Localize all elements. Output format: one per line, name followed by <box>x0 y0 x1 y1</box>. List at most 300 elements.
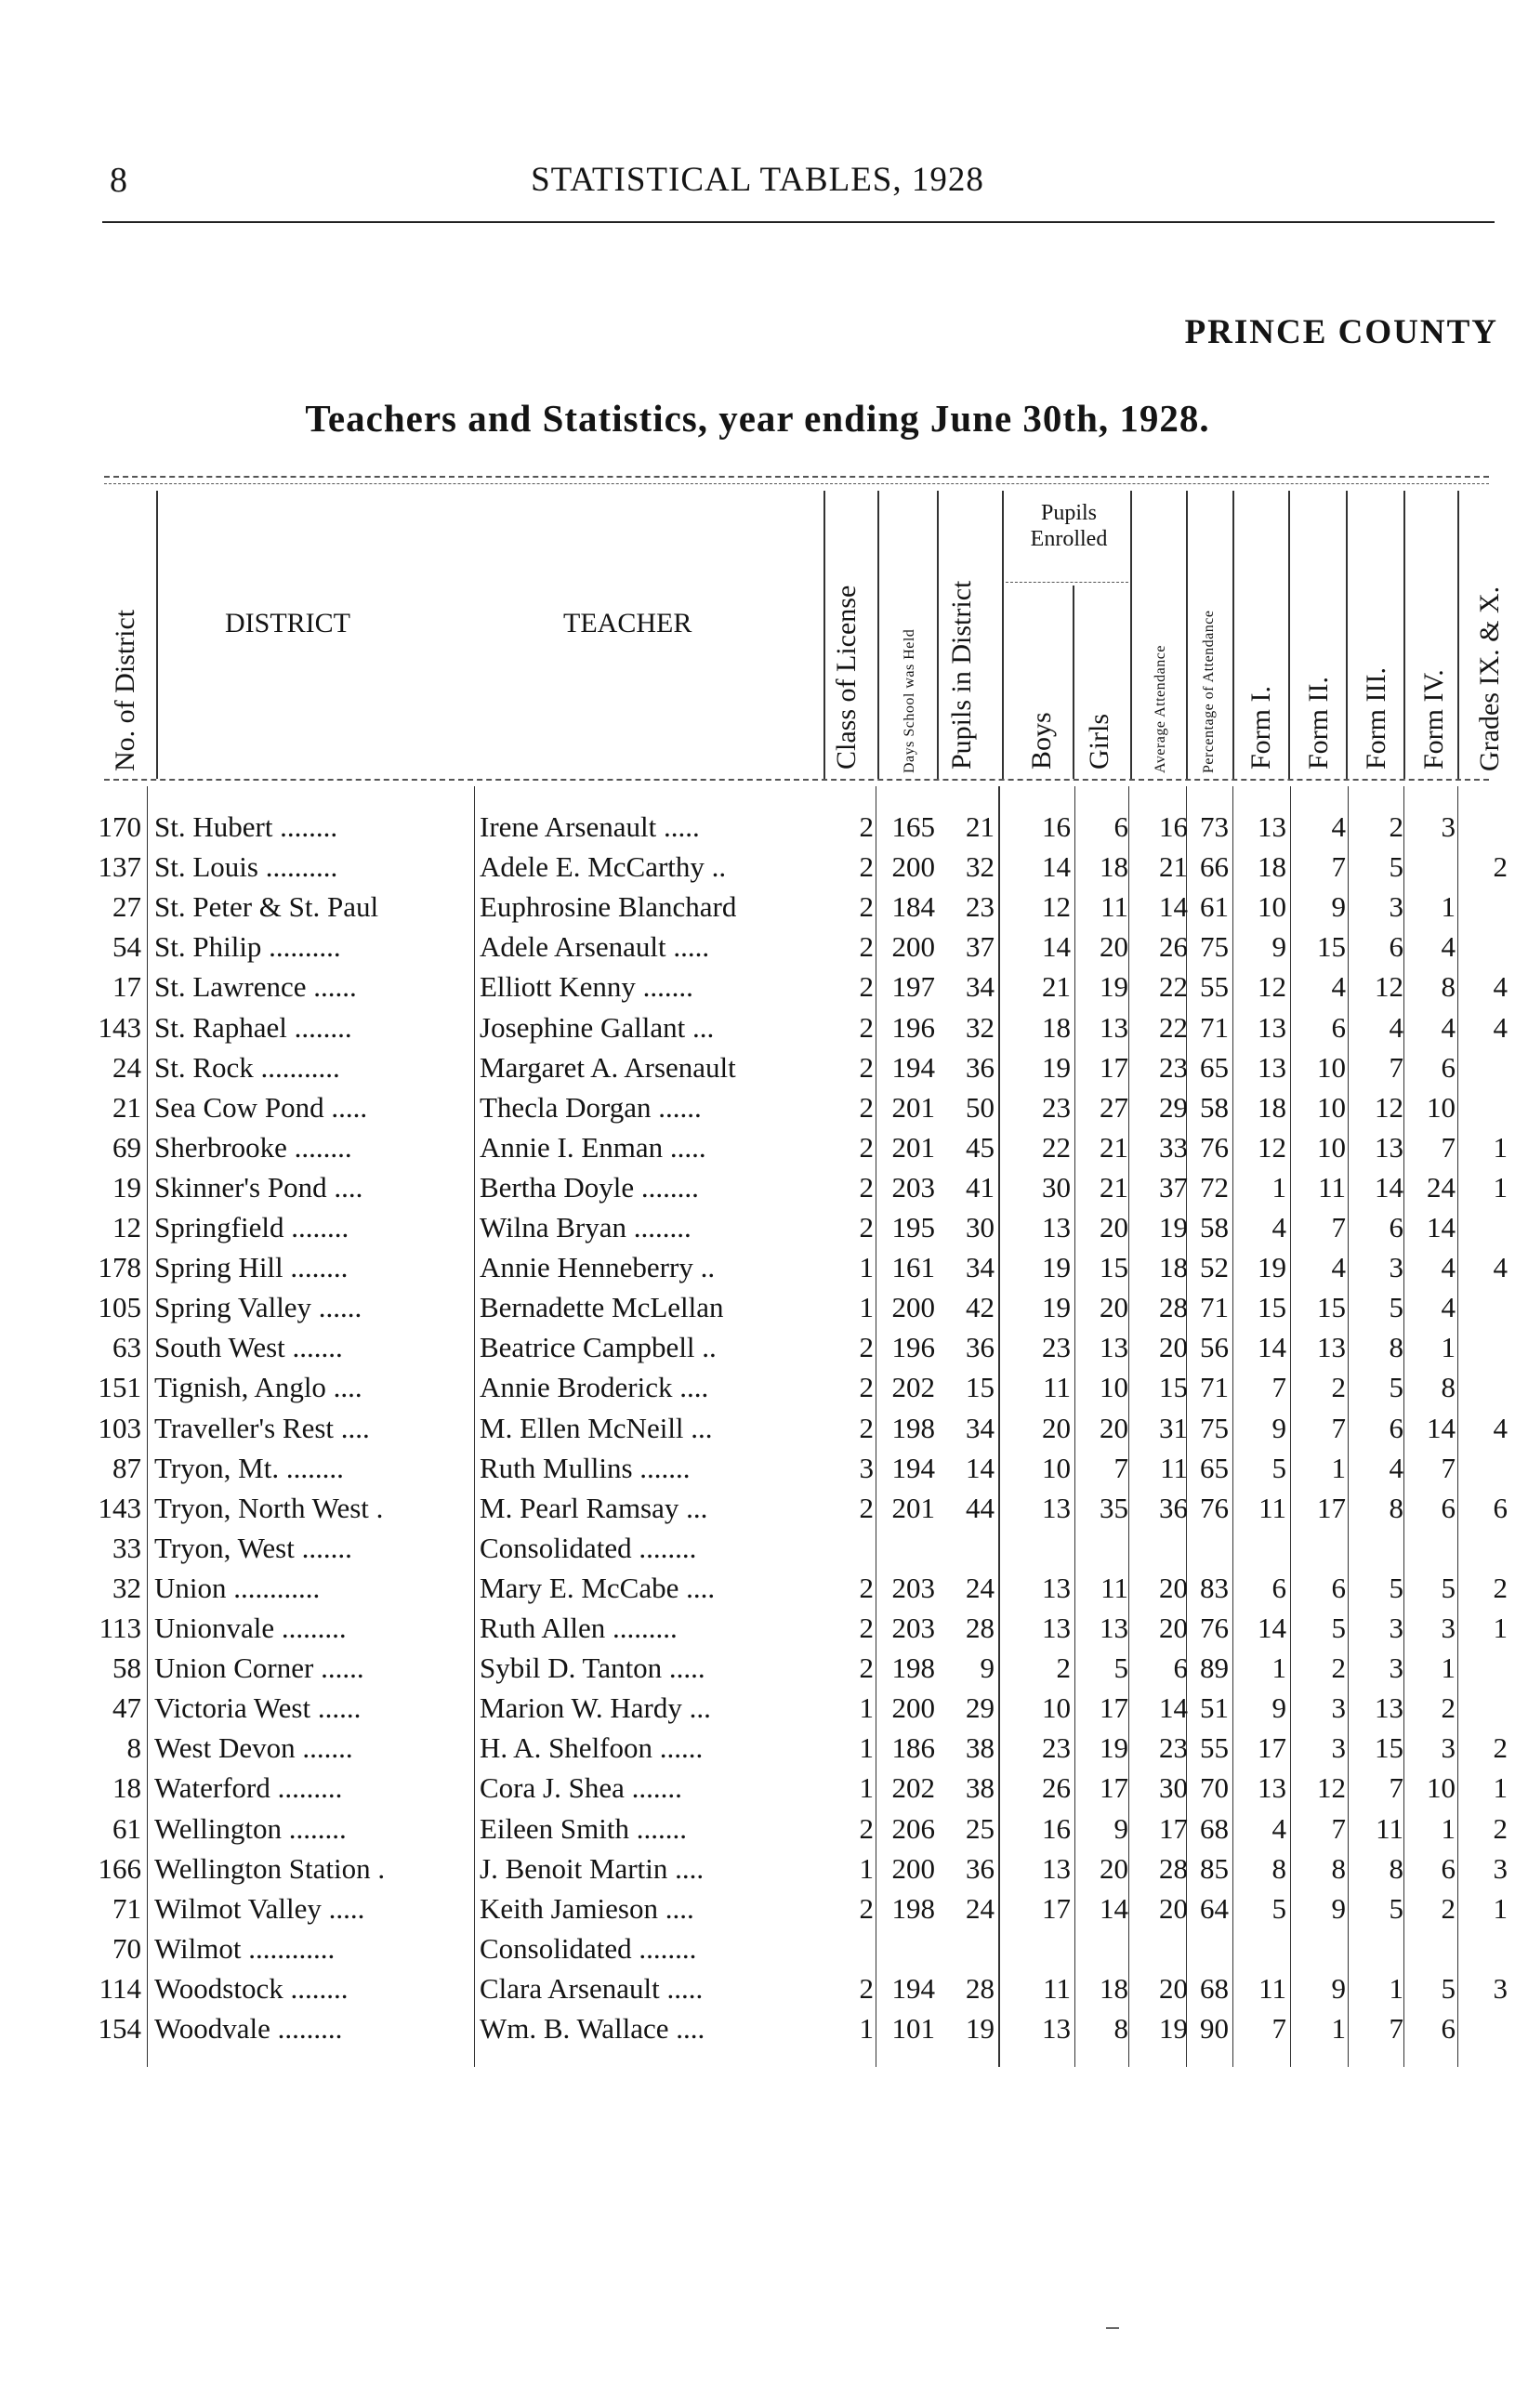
table-row <box>0 1852 1515 1892</box>
cell-g9: 4 <box>1493 970 1508 1004</box>
cell-pupils: 50 <box>966 1090 995 1124</box>
cell-pupils: 19 <box>966 2012 995 2045</box>
cell-avg: 37 <box>1159 1170 1188 1204</box>
cell-pct: 83 <box>1200 1571 1229 1604</box>
cell-teacher: Ruth Mullins ....... <box>480 1451 691 1484</box>
cell-pupils: 32 <box>966 1010 995 1044</box>
cell-f4: 1 <box>1441 890 1456 924</box>
cell-cls: 2 <box>859 1331 874 1364</box>
cell-district: Wilmot Valley ..... <box>154 1891 365 1925</box>
cell-no: 54 <box>112 930 141 964</box>
cell-f3: 14 <box>1375 1170 1403 1204</box>
header-sep-4 <box>937 491 939 779</box>
cell-f3: 5 <box>1389 1291 1403 1324</box>
cell-avg: 28 <box>1159 1851 1188 1885</box>
cell-days: 200 <box>891 930 935 964</box>
cell-pct: 76 <box>1200 1130 1229 1164</box>
cell-cls: 1 <box>859 1851 874 1885</box>
cell-f4: 1 <box>1441 1651 1456 1685</box>
cell-district: Skinner's Pond .... <box>154 1170 363 1204</box>
cell-avg: 20 <box>1159 1891 1188 1925</box>
cell-f1: 18 <box>1258 1090 1286 1124</box>
cell-boys: 23 <box>1042 1331 1071 1364</box>
cell-girls: 17 <box>1100 1691 1128 1725</box>
cell-girls: 11 <box>1100 1571 1128 1604</box>
cell-cls: 3 <box>859 1451 874 1484</box>
cell-f1: 12 <box>1258 1130 1286 1164</box>
cell-pct: 76 <box>1200 1612 1229 1644</box>
table-row <box>0 1211 1515 1251</box>
cell-district: Spring Valley ...... <box>154 1291 362 1324</box>
cell-girls: 15 <box>1100 1251 1128 1284</box>
cell-days: 198 <box>891 1651 935 1685</box>
cell-pupils: 36 <box>966 1851 995 1885</box>
cell-pupils: 32 <box>966 850 995 884</box>
cell-f4: 10 <box>1427 1771 1456 1805</box>
cell-teacher: Annie Broderick .... <box>480 1371 709 1404</box>
cell-days: 200 <box>891 1691 935 1725</box>
cell-f2: 7 <box>1331 850 1346 884</box>
cell-cls: 2 <box>859 810 874 843</box>
cell-cls: 2 <box>859 1651 874 1685</box>
header-pupils-in-district: Pupils in District <box>946 580 977 770</box>
cell-days: 194 <box>891 1971 935 2005</box>
cell-pupils: 34 <box>966 1251 995 1284</box>
cell-pct: 52 <box>1200 1251 1229 1284</box>
cell-f4: 8 <box>1441 970 1456 1004</box>
cell-boys: 20 <box>1042 1411 1071 1444</box>
table-row <box>0 1091 1515 1131</box>
cell-girls: 20 <box>1100 1851 1128 1885</box>
cell-teacher: Sybil D. Tanton ..... <box>480 1651 705 1685</box>
cell-teacher: H. A. Shelfoon ...... <box>480 1731 704 1765</box>
cell-avg: 17 <box>1159 1811 1188 1845</box>
cell-boys: 19 <box>1042 1291 1071 1324</box>
cell-district: Woodstock ........ <box>154 1971 349 2005</box>
cell-days: 206 <box>891 1811 935 1845</box>
cell-cls: 2 <box>859 1411 874 1444</box>
cell-district: St. Rock ........... <box>154 1050 340 1084</box>
table-row <box>0 850 1515 890</box>
cell-boys: 10 <box>1042 1691 1071 1725</box>
cell-girls: 9 <box>1113 1811 1128 1845</box>
cell-cls: 2 <box>859 1170 874 1204</box>
cell-days: 161 <box>891 1251 935 1284</box>
cell-f2: 6 <box>1331 1010 1346 1044</box>
cell-days: 101 <box>891 2012 935 2045</box>
cell-cls: 1 <box>859 2012 874 2045</box>
table-row <box>0 1452 1515 1492</box>
cell-boys: 13 <box>1042 1211 1071 1243</box>
cell-g9: 4 <box>1493 1411 1508 1444</box>
cell-avg: 20 <box>1159 1612 1188 1644</box>
cell-f4: 6 <box>1441 1851 1456 1885</box>
header-form-2: Form II. <box>1303 677 1334 770</box>
cell-no: 32 <box>112 1571 141 1604</box>
header-sep-11 <box>1346 491 1348 779</box>
cell-pupils: 42 <box>966 1291 995 1324</box>
cell-f4: 8 <box>1441 1371 1456 1404</box>
cell-f3: 3 <box>1389 1651 1403 1685</box>
cell-boys: 23 <box>1042 1090 1071 1124</box>
cell-pct: 70 <box>1200 1771 1229 1805</box>
cell-f4: 3 <box>1441 810 1456 843</box>
cell-g9: 1 <box>1493 1891 1508 1925</box>
cell-f4: 4 <box>1441 1291 1456 1324</box>
cell-cls: 1 <box>859 1691 874 1725</box>
cell-district: South West ....... <box>154 1331 343 1364</box>
cell-pct: 90 <box>1200 2012 1229 2045</box>
cell-g9: 1 <box>1493 1130 1508 1164</box>
cell-days: 200 <box>891 1851 935 1885</box>
cell-no: 47 <box>112 1691 141 1725</box>
cell-f2: 2 <box>1331 1371 1346 1404</box>
table-row <box>0 1291 1515 1331</box>
cell-boys: 11 <box>1043 1971 1071 2005</box>
cell-girls: 6 <box>1113 810 1128 843</box>
cell-pupils: 36 <box>966 1050 995 1084</box>
cell-girls: 13 <box>1100 1331 1128 1364</box>
cell-teacher: Euphrosine Blanchard <box>480 890 737 924</box>
cell-f1: 1 <box>1271 1651 1286 1685</box>
header-sep-2 <box>823 491 825 779</box>
cell-district: Wellington ........ <box>154 1811 347 1845</box>
cell-pupils: 44 <box>966 1491 995 1524</box>
cell-boys: 23 <box>1042 1731 1071 1765</box>
cell-f3: 4 <box>1389 1451 1403 1484</box>
cell-cls: 2 <box>859 1211 874 1243</box>
cell-pct: 66 <box>1200 850 1229 884</box>
cell-district: Tryon, Mt. ........ <box>154 1451 344 1484</box>
cell-cls: 2 <box>859 1010 874 1044</box>
cell-no: 12 <box>112 1211 141 1243</box>
cell-avg: 26 <box>1159 930 1188 964</box>
cell-pct: 71 <box>1200 1291 1229 1324</box>
table-row <box>0 1812 1515 1852</box>
table-row <box>0 810 1515 850</box>
header-sep-9 <box>1232 491 1234 779</box>
cell-f3: 15 <box>1375 1731 1403 1765</box>
table-row <box>0 1972 1515 2012</box>
cell-avg: 14 <box>1159 890 1188 924</box>
cell-teacher: Bertha Doyle ........ <box>480 1170 699 1204</box>
cell-f4: 10 <box>1427 1090 1456 1124</box>
cell-f3: 6 <box>1389 930 1403 964</box>
cell-teacher: Margaret A. Arsenault <box>480 1050 736 1084</box>
cell-teacher: Keith Jamieson .... <box>480 1891 694 1925</box>
cell-district: Waterford ......... <box>154 1771 343 1805</box>
cell-district: Spring Hill ........ <box>154 1251 349 1284</box>
table-row <box>0 1771 1515 1811</box>
cell-pct: 85 <box>1200 1851 1229 1885</box>
cell-avg: 16 <box>1159 810 1188 843</box>
cell-avg: 28 <box>1159 1291 1188 1324</box>
cell-f1: 14 <box>1258 1612 1286 1644</box>
cell-no: 71 <box>112 1891 141 1925</box>
cell-pupils: 15 <box>966 1371 995 1404</box>
cell-district: West Devon ....... <box>154 1731 353 1765</box>
cell-boys: 14 <box>1042 850 1071 884</box>
cell-district: Victoria West ...... <box>154 1691 362 1725</box>
cell-f2: 4 <box>1331 970 1346 1004</box>
cell-f1: 14 <box>1258 1331 1286 1364</box>
cell-f2: 5 <box>1331 1612 1346 1644</box>
cell-avg: 20 <box>1159 1571 1188 1604</box>
cell-cls: 2 <box>859 1612 874 1644</box>
cell-pct: 56 <box>1200 1331 1229 1364</box>
cell-f3: 13 <box>1375 1691 1403 1725</box>
cell-days: 200 <box>891 850 935 884</box>
cell-cls: 2 <box>859 1050 874 1084</box>
cell-no: 18 <box>112 1771 141 1805</box>
cell-avg: 21 <box>1159 850 1188 884</box>
cell-girls: 5 <box>1113 1651 1128 1685</box>
cell-f4: 3 <box>1441 1612 1456 1644</box>
cell-district: Tryon, West ....... <box>154 1531 352 1564</box>
table-row <box>0 1371 1515 1411</box>
cell-g9: 2 <box>1493 1731 1508 1765</box>
cell-f1: 9 <box>1271 1691 1286 1725</box>
cell-cls: 1 <box>859 1771 874 1805</box>
cell-f4: 6 <box>1441 2012 1456 2045</box>
cell-avg: 23 <box>1159 1050 1188 1084</box>
cell-days: 197 <box>891 970 935 1004</box>
cell-cls: 2 <box>859 1811 874 1845</box>
cell-f1: 5 <box>1271 1451 1286 1484</box>
table-row <box>0 1331 1515 1371</box>
cell-f4: 4 <box>1441 930 1456 964</box>
cell-f3: 13 <box>1375 1130 1403 1164</box>
cell-g9: 4 <box>1493 1010 1508 1044</box>
cell-f3: 6 <box>1389 1211 1403 1243</box>
cell-days: 194 <box>891 1451 935 1484</box>
cell-f4: 5 <box>1441 1571 1456 1604</box>
cell-no: 137 <box>98 850 141 884</box>
cell-days: 202 <box>891 1771 935 1805</box>
cell-f3: 3 <box>1389 1251 1403 1284</box>
header-days-school-held: Days School was Held <box>902 628 917 773</box>
cell-no: 178 <box>98 1251 141 1284</box>
cell-f2: 15 <box>1317 930 1346 964</box>
cell-no: 114 <box>99 1971 141 2005</box>
cell-girls: 11 <box>1100 890 1128 924</box>
cell-f4: 14 <box>1427 1411 1456 1444</box>
cell-avg: 30 <box>1159 1771 1188 1805</box>
cell-f2: 4 <box>1331 1251 1346 1284</box>
header-average-attendance: Average Attendance <box>1153 645 1168 773</box>
cell-days: 194 <box>891 1050 935 1084</box>
cell-f1: 11 <box>1258 1971 1286 2005</box>
cell-pupils: 14 <box>966 1451 995 1484</box>
table-row <box>0 1532 1515 1572</box>
stray-mark <box>1106 2327 1119 2329</box>
cell-pupils: 9 <box>980 1651 995 1685</box>
cell-avg: 19 <box>1159 2012 1188 2045</box>
cell-girls: 21 <box>1100 1130 1128 1164</box>
cell-avg: 31 <box>1159 1411 1188 1444</box>
cell-avg: 19 <box>1159 1211 1188 1243</box>
cell-f1: 8 <box>1271 1851 1286 1885</box>
cell-cls: 2 <box>859 930 874 964</box>
cell-f3: 6 <box>1389 1411 1403 1444</box>
cell-boys: 2 <box>1056 1651 1071 1685</box>
header-sep-5 <box>1002 491 1004 779</box>
cell-days: 165 <box>891 810 935 843</box>
cell-pupils: 25 <box>966 1811 995 1845</box>
cell-f4: 3 <box>1441 1731 1456 1765</box>
cell-girls: 7 <box>1113 1451 1128 1484</box>
cell-no: 87 <box>112 1451 141 1484</box>
cell-f4: 2 <box>1441 1691 1456 1725</box>
cell-pct: 55 <box>1200 1731 1229 1765</box>
header-form-4: Form IV. <box>1418 669 1449 770</box>
cell-f2: 7 <box>1331 1411 1346 1444</box>
cell-no: 61 <box>112 1811 141 1845</box>
cell-f2: 7 <box>1331 1811 1346 1845</box>
cell-girls: 27 <box>1100 1090 1128 1124</box>
cell-district: St. Hubert ........ <box>154 810 338 843</box>
cell-f2: 13 <box>1317 1331 1346 1364</box>
cell-no: 170 <box>98 810 141 843</box>
header-form-3: Form III. <box>1361 667 1391 770</box>
cell-no: 69 <box>112 1130 141 1164</box>
cell-pct: 89 <box>1200 1651 1229 1685</box>
cell-pct: 58 <box>1200 1090 1229 1124</box>
cell-district: Union Corner ...... <box>154 1651 364 1685</box>
cell-f1: 1 <box>1271 1170 1286 1204</box>
cell-avg: 20 <box>1159 1971 1188 2005</box>
header-sep-12 <box>1403 491 1405 779</box>
cell-pupils: 38 <box>966 1771 995 1805</box>
cell-district: Woodvale ......... <box>154 2012 343 2045</box>
cell-g9: 6 <box>1493 1491 1508 1524</box>
cell-district: St. Peter & St. Paul <box>154 890 379 924</box>
cell-cls: 2 <box>859 1090 874 1124</box>
header-grades-9-10: Grades IX. & X. <box>1474 586 1505 771</box>
cell-f1: 13 <box>1258 1771 1286 1805</box>
cell-teacher: Clara Arsenault ..... <box>480 1971 704 2005</box>
cell-days: 202 <box>891 1371 935 1404</box>
cell-cls: 2 <box>859 1571 874 1604</box>
table-row <box>0 970 1515 1010</box>
cell-f2: 12 <box>1317 1771 1346 1805</box>
cell-no: 70 <box>112 1931 141 1965</box>
cell-pupils: 34 <box>966 970 995 1004</box>
table-row <box>0 1932 1515 1972</box>
cell-f3: 12 <box>1375 970 1403 1004</box>
table-row <box>0 1251 1515 1291</box>
cell-teacher: Eileen Smith ....... <box>480 1811 688 1845</box>
cell-teacher: Wm. B. Wallace .... <box>480 2012 705 2045</box>
cell-f2: 2 <box>1331 1651 1346 1685</box>
cell-pupils: 29 <box>966 1691 995 1725</box>
cell-girls: 17 <box>1100 1771 1128 1805</box>
cell-days: 203 <box>891 1612 935 1644</box>
cell-f1: 7 <box>1271 2012 1286 2045</box>
cell-girls: 19 <box>1100 970 1128 1004</box>
table-row <box>0 1171 1515 1211</box>
cell-f3: 1 <box>1389 1971 1403 2005</box>
cell-girls: 35 <box>1100 1491 1128 1524</box>
table-row <box>0 2012 1515 2052</box>
cell-pupils: 21 <box>966 810 995 843</box>
cell-f2: 17 <box>1317 1491 1346 1524</box>
cell-f1: 10 <box>1258 890 1286 924</box>
cell-days: 200 <box>891 1291 935 1324</box>
cell-pct: 75 <box>1200 930 1229 964</box>
cell-girls: 18 <box>1100 850 1128 884</box>
cell-avg: 22 <box>1159 1010 1188 1044</box>
cell-f3: 5 <box>1389 1571 1403 1604</box>
cell-pupils: 28 <box>966 1612 995 1644</box>
cell-pupils: 24 <box>966 1891 995 1925</box>
cell-teacher: Adele Arsenault ..... <box>480 930 710 964</box>
cell-f2: 6 <box>1331 1571 1346 1604</box>
cell-f3: 5 <box>1389 850 1403 884</box>
cell-pupils: 37 <box>966 930 995 964</box>
header-top-rule <box>104 476 1489 478</box>
running-head: STATISTICAL TABLES, 1928 <box>531 161 984 199</box>
cell-boys: 16 <box>1042 810 1071 843</box>
table-row <box>0 1051 1515 1091</box>
cell-pct: 76 <box>1200 1491 1229 1524</box>
cell-cls: 2 <box>859 1891 874 1925</box>
cell-pct: 61 <box>1200 890 1229 924</box>
header-girls: Girls <box>1084 714 1114 770</box>
cell-teacher: M. Pearl Ramsay ... <box>480 1491 708 1524</box>
cell-no: 143 <box>98 1010 141 1044</box>
cell-f2: 10 <box>1317 1090 1346 1124</box>
cell-pct: 51 <box>1200 1691 1229 1725</box>
cell-boys: 13 <box>1042 1491 1071 1524</box>
cell-cls: 2 <box>859 1491 874 1524</box>
table-row <box>0 1011 1515 1051</box>
table-row <box>0 1731 1515 1771</box>
cell-f3: 7 <box>1389 1050 1403 1084</box>
cell-f3: 8 <box>1389 1851 1403 1885</box>
cell-pupils: 24 <box>966 1571 995 1604</box>
cell-f1: 4 <box>1271 1811 1286 1845</box>
cell-district: Traveller's Rest .... <box>154 1411 370 1444</box>
cell-teacher: Cora J. Shea ....... <box>480 1771 682 1805</box>
cell-f3: 3 <box>1389 890 1403 924</box>
cell-teacher: Thecla Dorgan ...... <box>480 1090 702 1124</box>
cell-teacher: Adele E. McCarthy .. <box>480 850 727 884</box>
cell-cls: 1 <box>859 1251 874 1284</box>
cell-teacher: Consolidated ........ <box>480 1931 697 1965</box>
cell-f4: 5 <box>1441 1971 1456 2005</box>
cell-pupils: 23 <box>966 890 995 924</box>
header-teacher: TEACHER <box>563 608 692 638</box>
cell-boys: 26 <box>1042 1771 1071 1805</box>
cell-district: Tryon, North West . <box>154 1491 384 1524</box>
cell-pupils: 45 <box>966 1130 995 1164</box>
cell-pupils: 41 <box>966 1170 995 1204</box>
cell-f4: 7 <box>1441 1130 1456 1164</box>
cell-girls: 10 <box>1100 1371 1128 1404</box>
cell-district: Wellington Station . <box>154 1851 386 1885</box>
header-sep-1 <box>156 491 158 779</box>
cell-teacher: Elliott Kenny ....... <box>480 970 693 1004</box>
cell-avg: 6 <box>1173 1651 1188 1685</box>
cell-f3: 2 <box>1389 810 1403 843</box>
cell-boys: 17 <box>1042 1891 1071 1925</box>
cell-girls: 20 <box>1100 1211 1128 1243</box>
cell-cls: 2 <box>859 850 874 884</box>
cell-f3: 3 <box>1389 1612 1403 1644</box>
cell-f2: 9 <box>1331 1971 1346 2005</box>
cell-g9: 2 <box>1493 850 1508 884</box>
